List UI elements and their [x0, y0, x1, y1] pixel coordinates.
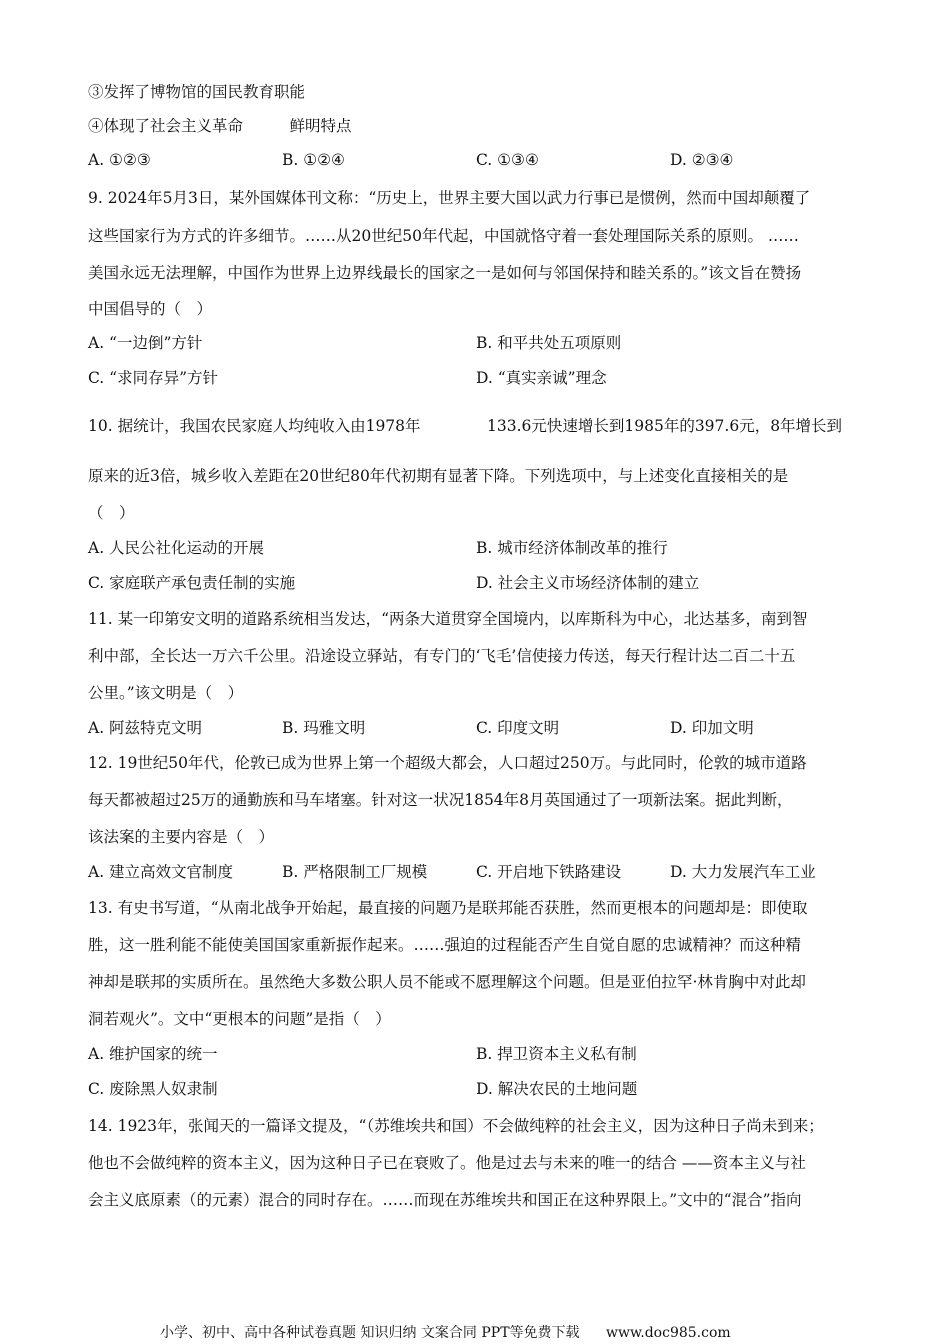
q8-option-b: B. ①②④ — [282, 151, 345, 169]
q13-option-b: B. 捍卫资本主义私有制 — [476, 1045, 637, 1063]
q14-stem-line1: 14. 1923年，张闻天的一篇译文提及，“（苏维埃共和国）不会做纯粹的社会主义，因为这种日子尚未到来； — [88, 1117, 824, 1135]
q12-stem-line1: 12. 19世纪50年代，伦敦已成为世界上第一个超级大都会，人口超过250万。与此同时，伦敦的城市道路 — [88, 754, 807, 772]
q8-option-d: D. ②③④ — [670, 151, 734, 169]
q13-stem-line4: 洞若观火”。文中“更根本的问题”是指（ ） — [88, 1010, 391, 1028]
footer-text: 小学、初中、高中各种试卷真题 知识归纳 文案合同 PPT等免费下载 — [160, 1325, 580, 1341]
statement-3: ③发挥了博物馆的国民教育职能 — [88, 83, 306, 101]
footer-url-link[interactable]: www.doc985.com — [605, 1325, 731, 1341]
q11-option-c: C. 印度文明 — [476, 719, 560, 737]
q10-option-a: A. 人民公社化运动的开展 — [88, 539, 265, 557]
q11-option-a: A. 阿兹特克文明 — [88, 719, 203, 737]
q10-stem-line1-part1: 10. 据统计，我国农民家庭人均纯收入由1978年 — [88, 417, 421, 435]
q13-option-c: C. 废除黑人奴隶制 — [88, 1080, 218, 1098]
q9-stem-line2: 这些国家行为方式的许多细节。……从20世纪50年代起，中国就恪守着一套处理国际关系的原则。 …… — [88, 227, 799, 245]
q9-stem-line1: 9. 2024年5月3日，某外国媒体刊文称：“历史上，世界主要大国以武力行事已是惯例，然而中国却颠覆了 — [88, 189, 811, 207]
q8-option-c: C. ①③④ — [476, 151, 539, 169]
q12-option-b: B. 严格限制工厂规模 — [282, 863, 428, 881]
q9-stem-line3: 美国永远无法理解，中国作为世界上边界线最长的国家之一是如何与邻国保持和睦关系的。”该文旨在赞扬 — [88, 264, 802, 282]
q12-option-a: A. 建立高效文官制度 — [88, 863, 234, 881]
q13-option-a: A. 维护国家的统一 — [88, 1045, 218, 1063]
page-footer — [160, 1324, 731, 1342]
q9-option-c: C. “求同存异”方针 — [88, 369, 219, 387]
q10-stem-line2: 原来的近3倍，城乡收入差距在20世纪80年代初期有显著下降。下列选项中，与上述变化直接相关的是 — [88, 467, 789, 485]
q14-stem-line2: 他也不会做纯粹的资本主义，因为这种日子已在衰败了。他是过去与未来的唯一的结合 ——资本主义与社 — [88, 1154, 806, 1172]
q9-option-b: B. 和平共处五项原则 — [476, 334, 622, 352]
q11-option-d: D. 印加文明 — [670, 719, 754, 737]
q13-stem-line3: 神却是联邦的实质所在。虽然绝大多数公职人员不能或不愿理解这个问题。但是亚伯拉罕·林肯胸中对此却 — [88, 973, 806, 991]
q12-stem-line3: 该法案的主要内容是（ ） — [88, 828, 275, 846]
q13-stem-line2: 胜，这一胜利能不能使美国国家重新振作起来。……强迫的过程能否产生自觉自愿的忠诚精神？而这种精 — [88, 936, 802, 954]
q10-option-c: C. 家庭联产承包责任制的实施 — [88, 574, 296, 592]
q8-option-a: A. ①②③ — [88, 151, 151, 169]
statement-4: ④体现了社会主义革命 鲜明特点 — [88, 117, 352, 135]
q9-stem-line4: 中国倡导的（ ） — [88, 300, 213, 318]
q11-stem-line3: 公里。”该文明是（ ） — [88, 684, 244, 702]
q11-stem-line2: 利中部，全长达一万六千公里。沿途设立驿站，有专门的‘飞毛’信使接力传送，每天行程计达二百二十五 — [88, 647, 796, 665]
q11-option-b: B. 玛雅文明 — [282, 719, 366, 737]
q12-option-d: D. 大力发展汽车工业 — [670, 863, 816, 881]
q12-stem-line2: 每天都被超过25万的通勤族和马车堵塞。针对这一状况1854年8月英国通过了一项新法案。据此判断， — [88, 791, 793, 809]
q14-stem-line3: 会主义底原素（的元素）混合的同时存在。……而现在苏维埃共和国正在这种界限上。”文中的“混合”指向 — [88, 1191, 802, 1209]
q10-stem-line1-part2: 133.6元快速增长到1985年的397.6元，8年增长到 — [487, 417, 843, 435]
q10-option-d: D. 社会主义市场经济体制的建立 — [476, 574, 700, 592]
q13-option-d: D. 解决农民的土地问题 — [476, 1080, 638, 1098]
q10-option-b: B. 城市经济体制改革的推行 — [476, 539, 668, 557]
q9-option-a: A. “一边倒”方针 — [88, 334, 203, 352]
q13-stem-line1: 13. 有史书写道，“从南北战争开始起，最直接的问题乃是联邦能否获胜，然而更根本的问题却是：即使取 — [88, 899, 808, 917]
q12-option-c: C. 开启地下铁路建设 — [476, 863, 622, 881]
q11-stem-line1: 11. 某一印第安文明的道路系统相当发达，“两条大道贯穿全国境内，以库斯科为中心，北达基多，南到智 — [88, 610, 808, 628]
q10-stem-line3: （ ） — [88, 504, 135, 522]
q9-option-d: D. “真实亲诚”理念 — [476, 369, 607, 387]
